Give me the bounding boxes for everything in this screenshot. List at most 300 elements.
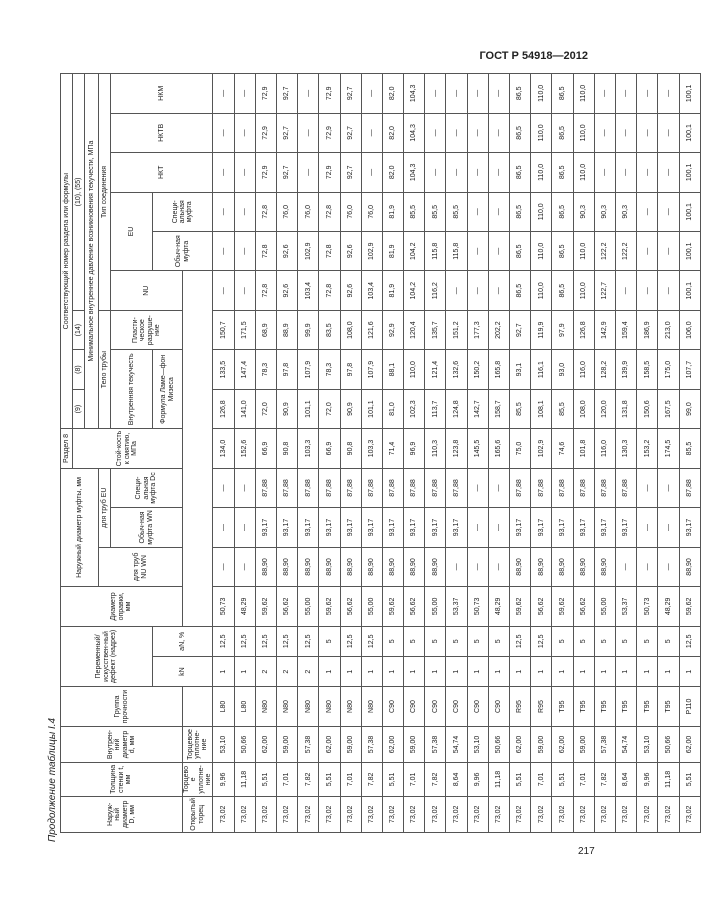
table-cell: 87,88 (382, 468, 403, 508)
table-cell: 110,0 (573, 232, 594, 271)
table-cell: 88,90 (573, 547, 594, 586)
table-cell: 92,7 (276, 74, 297, 114)
table-cell: 76,0 (361, 192, 382, 231)
table-cell: 110,0 (404, 350, 425, 389)
table-cell: 9,96 (637, 763, 658, 796)
table-cell: 88,90 (552, 547, 573, 586)
table-cell: 62,00 (255, 726, 276, 762)
header-kn: kN (153, 656, 213, 686)
table-cell: C90 (467, 687, 488, 726)
table-cell: — (361, 74, 382, 114)
table-cell: 104,2 (404, 271, 425, 310)
table-cell: 101,8 (573, 429, 594, 468)
table-cell: — (446, 113, 467, 152)
table-cell: 90,8 (276, 429, 297, 468)
table-cell: 153,2 (637, 429, 658, 468)
table-cell: 88,9 (276, 310, 297, 349)
table-cell: 73,02 (425, 796, 446, 832)
table-cell: 92,6 (276, 271, 297, 310)
table-cell: 86,5 (510, 153, 531, 192)
table-cell: 88,90 (382, 547, 403, 586)
table-cell: 120,4 (404, 310, 425, 349)
header-eu-normal-coupling: Обыч-ная муфта (153, 232, 213, 271)
table-cell: 5 (319, 626, 340, 656)
table-cell: 59,62 (255, 587, 276, 626)
table-cell: 83,5 (319, 310, 340, 349)
table-cell: 62,00 (679, 726, 700, 762)
table-cell: 7,01 (531, 763, 552, 796)
table-cell: 101,1 (361, 389, 382, 428)
table-row (446, 74, 467, 833)
table-cell: — (594, 74, 615, 114)
table-cell: 110,0 (531, 232, 552, 271)
table-cell: 62,00 (382, 726, 403, 762)
table-cell: 110,0 (531, 74, 552, 114)
table-cell: 93,17 (340, 508, 361, 547)
table-cell: 62,00 (510, 726, 531, 762)
table-cell: — (594, 113, 615, 152)
table-cell: 5 (637, 626, 658, 656)
table-cell: 73,02 (255, 796, 276, 832)
table-cell: — (425, 153, 446, 192)
table-cell: 103,3 (298, 429, 319, 468)
table-cell: — (467, 113, 488, 152)
table-cell: — (488, 232, 509, 271)
table-row (213, 74, 234, 833)
table-cell: 7,01 (340, 763, 361, 796)
header-sec8: (8) (73, 350, 85, 389)
table-cell: — (446, 74, 467, 114)
table-cell: 74,6 (552, 429, 573, 468)
table-cell: 59,62 (679, 587, 700, 626)
table-cell: 123,8 (446, 429, 467, 468)
table-cell: 59,62 (319, 587, 340, 626)
table-cell: — (488, 113, 509, 152)
table-cell: 12,5 (213, 626, 234, 656)
table-cell: 87,88 (298, 468, 319, 508)
table-cell: — (637, 271, 658, 310)
table-cell: 93,17 (404, 508, 425, 547)
table-cell: 7,82 (594, 763, 615, 796)
table-cell: — (425, 113, 446, 152)
table-cell: — (213, 74, 234, 114)
table-cell: — (298, 74, 319, 114)
table-cell: — (234, 508, 255, 547)
table-cell: 1 (404, 656, 425, 686)
table-cell: 78,3 (319, 350, 340, 389)
table-row (404, 74, 425, 833)
table-cell: 115,8 (425, 232, 446, 271)
table-cell: 86,5 (510, 271, 531, 310)
table-cell: 92,7 (340, 113, 361, 152)
table-cell: 59,62 (552, 587, 573, 626)
table-cell: 102,9 (531, 429, 552, 468)
table-cell: 171,5 (234, 310, 255, 349)
table-cell: 110,0 (573, 271, 594, 310)
table-row (319, 74, 340, 833)
table-cell: — (615, 113, 636, 152)
table-cell: 7,01 (573, 763, 594, 796)
table-cell: 151,2 (446, 310, 467, 349)
table-cell: — (615, 153, 636, 192)
table-cell: 62,00 (552, 726, 573, 762)
table-cell: 110,3 (425, 429, 446, 468)
table-cell: 7,82 (425, 763, 446, 796)
table-cell: 186,9 (637, 310, 658, 349)
table-cell: 72,8 (319, 232, 340, 271)
table-row (467, 74, 488, 833)
table-cell: 50,73 (213, 587, 234, 626)
table-cell: 97,9 (552, 310, 573, 349)
table-cell: — (467, 508, 488, 547)
table-cell: — (637, 153, 658, 192)
table-cell: 81,9 (382, 232, 403, 271)
header-nkm: НКМ (111, 74, 213, 114)
table-cell: 107,7 (679, 350, 700, 389)
header-closed-end-2: Торцевое уплотне-ние (183, 726, 213, 762)
table-cell: 73,02 (552, 796, 573, 832)
table-cell: — (467, 192, 488, 231)
table-cell: 132,6 (446, 350, 467, 389)
table-cell: — (213, 113, 234, 152)
table-cell: — (213, 232, 234, 271)
table-cell: 1 (234, 656, 255, 686)
table-cell: — (637, 74, 658, 114)
table-cell: 88,90 (594, 547, 615, 586)
table-cell: 82,0 (382, 74, 403, 114)
table-cell: — (213, 547, 234, 586)
table-cell: 115,8 (446, 232, 467, 271)
table-cell: — (234, 232, 255, 271)
table-cell: 141,0 (234, 389, 255, 428)
table-cell: — (213, 192, 234, 231)
table-cell: 81,9 (382, 192, 403, 231)
header-sec-last: (10), (55) (73, 74, 85, 311)
table-cell: 12,5 (276, 626, 297, 656)
table-cell: 100,1 (679, 192, 700, 231)
table-row (594, 74, 615, 833)
table-cell: N80 (298, 687, 319, 726)
table-cell: — (488, 74, 509, 114)
table-cell: — (213, 468, 234, 508)
table-cell: 87,88 (510, 468, 531, 508)
table-cell: N80 (255, 687, 276, 726)
table-cell: 1 (679, 656, 700, 686)
table-cell: 5 (658, 626, 679, 656)
table-cell: 104,3 (404, 74, 425, 114)
table-cell: — (213, 153, 234, 192)
table-cell: 93,17 (615, 508, 636, 547)
table-cell: 85,5 (446, 192, 467, 231)
table-cell: 87,88 (319, 468, 340, 508)
table-cell: 72,8 (255, 271, 276, 310)
table-cell: 57,38 (298, 726, 319, 762)
table-cell: 86,5 (552, 232, 573, 271)
table-row (298, 74, 319, 833)
table-cell: — (637, 232, 658, 271)
table-cell: — (658, 468, 679, 508)
table-cell: — (234, 74, 255, 114)
table-row (531, 74, 552, 833)
table-cell: 50,73 (637, 587, 658, 626)
table-cell: 93,17 (510, 508, 531, 547)
table-cell: 57,38 (361, 726, 382, 762)
table-cell: 86,5 (552, 113, 573, 152)
table-cell: 93,17 (319, 508, 340, 547)
table-cell: 86,5 (510, 232, 531, 271)
table-cell: 88,90 (298, 547, 319, 586)
table-cell: — (615, 271, 636, 310)
table-cell: 53,37 (615, 587, 636, 626)
table-cell: 122,7 (594, 271, 615, 310)
table-cell: 116,2 (425, 271, 446, 310)
table-cell: 1 (552, 656, 573, 686)
table-cell: 5 (594, 626, 615, 656)
table-cell: 12,5 (298, 626, 319, 656)
table-cell: — (234, 271, 255, 310)
table-cell: 174,5 (658, 429, 679, 468)
table-cell: 5,51 (319, 763, 340, 796)
table-cell: — (637, 113, 658, 152)
table-cell: — (637, 508, 658, 547)
table-cell: — (658, 547, 679, 586)
table-cell: — (467, 468, 488, 508)
table-cell: 72,9 (319, 74, 340, 114)
table-cell: — (298, 153, 319, 192)
table-cell: 56,62 (531, 587, 552, 626)
table-cell: 1 (340, 656, 361, 686)
table-cell: — (658, 508, 679, 547)
table-cell: 5 (404, 626, 425, 656)
table-cell: 1 (446, 656, 467, 686)
table-cell: 1 (531, 656, 552, 686)
table-cell: 72,9 (255, 74, 276, 114)
header-drift-diameter: Диаметр оправки, мм (61, 587, 183, 626)
table-cell: 73,02 (594, 796, 615, 832)
table-cell: 110,0 (573, 113, 594, 152)
table-cell: 87,88 (276, 468, 297, 508)
table-cell: 87,88 (594, 468, 615, 508)
table-cell: 102,3 (404, 389, 425, 428)
table-cell: 66,9 (319, 429, 340, 468)
table-cell: 102,9 (361, 232, 382, 271)
table-cell: T95 (637, 687, 658, 726)
table-cell: 48,29 (234, 587, 255, 626)
table-cell: 56,62 (573, 587, 594, 626)
table-cell: 88,90 (319, 547, 340, 586)
table-cell: 55,00 (425, 587, 446, 626)
table-cell: 50,66 (234, 726, 255, 762)
table-row (361, 74, 382, 833)
table-cell: 86,5 (552, 153, 573, 192)
table-cell: — (234, 192, 255, 231)
table-cell: 93,0 (552, 350, 573, 389)
table-cell: 121,6 (361, 310, 382, 349)
table-row (552, 74, 573, 833)
table-cell: 76,0 (298, 192, 319, 231)
header-wall-thickness: Толщина стенки t, мм (61, 763, 183, 796)
table-cell: — (658, 153, 679, 192)
table-cell: 88,90 (679, 547, 700, 586)
standard-number: ГОСТ Р 54918—2012 (479, 50, 588, 62)
table-cell: 73,02 (510, 796, 531, 832)
table-cell: 152,6 (234, 429, 255, 468)
table-cell: 92,7 (510, 310, 531, 349)
table-cell: 73,02 (637, 796, 658, 832)
table-cell: 85,5 (552, 389, 573, 428)
table-cell: 73,02 (446, 796, 467, 832)
table-cell: 72,9 (319, 113, 340, 152)
table-cell: 100,1 (679, 153, 700, 192)
table-cell: 90,9 (340, 389, 361, 428)
table-cell: — (658, 192, 679, 231)
table-row (658, 74, 679, 833)
table-cell: 73,02 (382, 796, 403, 832)
table-cell: 2 (298, 656, 319, 686)
table-cell: 142,9 (594, 310, 615, 349)
header-nu-blank (183, 687, 213, 726)
table-cell: 59,00 (404, 726, 425, 762)
table-row (510, 74, 531, 833)
table-cell: 100,1 (679, 232, 700, 271)
header-internal-yield: Внутренняя текучесть (111, 350, 153, 429)
table-cell: T95 (552, 687, 573, 726)
table-cell: 93,17 (255, 508, 276, 547)
table-cell: 5 (382, 626, 403, 656)
table-cell: 73,02 (319, 796, 340, 832)
table-cell: 88,90 (425, 547, 446, 586)
table-cell: 76,0 (340, 192, 361, 231)
table-cell: 12,5 (255, 626, 276, 656)
table-cell: — (467, 232, 488, 271)
table-cell: — (488, 547, 509, 586)
table-cell: — (467, 547, 488, 586)
table-cell: 11,18 (234, 763, 255, 796)
table-cell: 101,1 (298, 389, 319, 428)
table-cell: 73,02 (298, 796, 319, 832)
table-cell: 73,02 (213, 796, 234, 832)
table-cell: 75,0 (510, 429, 531, 468)
table-cell: 57,38 (594, 726, 615, 762)
table-cell: 92,7 (276, 153, 297, 192)
table-cell: 1 (488, 656, 509, 686)
table-cell: 86,5 (552, 74, 573, 114)
table-cell: — (361, 153, 382, 192)
table-cell: 110,0 (531, 113, 552, 152)
table-cell: 107,9 (361, 350, 382, 389)
table-cell: 54,74 (615, 726, 636, 762)
table-cell: 73,02 (361, 796, 382, 832)
table-cell: 9,96 (213, 763, 234, 796)
table-cell: 59,00 (573, 726, 594, 762)
table-cell: L80 (234, 687, 255, 726)
table-cell: N80 (276, 687, 297, 726)
table-cell: — (488, 192, 509, 231)
header-plastic-failure: Пласти-ческое разруше-ние (111, 310, 183, 349)
table-cell: 104,2 (404, 232, 425, 271)
header-section8: Раздел 8 (61, 429, 73, 468)
header-nktv: НКТВ (111, 113, 213, 152)
table-cell: 59,00 (531, 726, 552, 762)
table-cell: 12,5 (340, 626, 361, 656)
table-cell: 73,02 (488, 796, 509, 832)
table-cell: 130,3 (615, 429, 636, 468)
table-cell: 72,0 (319, 389, 340, 428)
table-cell: 110,0 (531, 271, 552, 310)
table-cell: T95 (573, 687, 594, 726)
table-cell: 93,17 (531, 508, 552, 547)
table-cell: 90,3 (573, 192, 594, 231)
table-cell: — (446, 547, 467, 586)
table-cell: 48,29 (488, 587, 509, 626)
table-cell: 59,00 (340, 726, 361, 762)
header-special-coupling: Специ-альная муфта Dc (111, 468, 183, 508)
table-cell: 87,88 (531, 468, 552, 508)
table-cell: 85,5 (510, 389, 531, 428)
table-cell: 92,6 (340, 232, 361, 271)
table-cell: 110,0 (573, 153, 594, 192)
table-cell: 97,8 (276, 350, 297, 389)
table-cell: 85,5 (679, 429, 700, 468)
rotated-table-wrapper (60, 73, 693, 833)
table-cell: — (213, 271, 234, 310)
header-connection-type: Тип соединения (99, 74, 111, 311)
header-nkt: НКТ (111, 153, 213, 192)
table-cell: 88,90 (404, 547, 425, 586)
header-collapse: Стой-кость к смятию, МПа (73, 429, 183, 468)
table-cell: 110,0 (573, 74, 594, 114)
table-cell: 93,17 (594, 508, 615, 547)
table-cell: 106,0 (679, 310, 700, 349)
table-cell: 90,3 (615, 192, 636, 231)
table-cell: 53,37 (446, 587, 467, 626)
table-cell: 99,9 (298, 310, 319, 349)
table-cell: 92,9 (382, 310, 403, 349)
table-cell: 73,02 (573, 796, 594, 832)
table-cell: 110,0 (531, 153, 552, 192)
table-cell: 66,9 (255, 429, 276, 468)
table-cell: 93,17 (382, 508, 403, 547)
table-cell: 7,01 (276, 763, 297, 796)
table-cell: 12,5 (361, 626, 382, 656)
table-cell: 72,9 (319, 153, 340, 192)
table-cell: 121,4 (425, 350, 446, 389)
table-cell: 57,38 (425, 726, 446, 762)
table-cell: 72,9 (255, 153, 276, 192)
table-cell: 73,02 (404, 796, 425, 832)
table-cell: 73,02 (658, 796, 679, 832)
table-cell: T95 (658, 687, 679, 726)
specification-table (60, 73, 701, 833)
table-cell: 82,0 (382, 113, 403, 152)
table-cell: 72,8 (319, 271, 340, 310)
table-cell: — (594, 153, 615, 192)
table-cell: 7,01 (404, 763, 425, 796)
table-cell: 68,9 (255, 310, 276, 349)
header-nu-pipes: для труб NU WN (99, 547, 183, 586)
table-cell: C90 (425, 687, 446, 726)
table-cell: — (467, 153, 488, 192)
table-cell: — (637, 468, 658, 508)
page-number: 217 (578, 846, 595, 857)
header-an: aN, % (153, 626, 213, 656)
table-cell: 102,9 (298, 232, 319, 271)
header-nu: NU (111, 271, 183, 310)
table-cell: 126,8 (213, 389, 234, 428)
table-cell: 87,88 (361, 468, 382, 508)
table-cell: 5 (425, 626, 446, 656)
table-cell: 88,90 (361, 547, 382, 586)
